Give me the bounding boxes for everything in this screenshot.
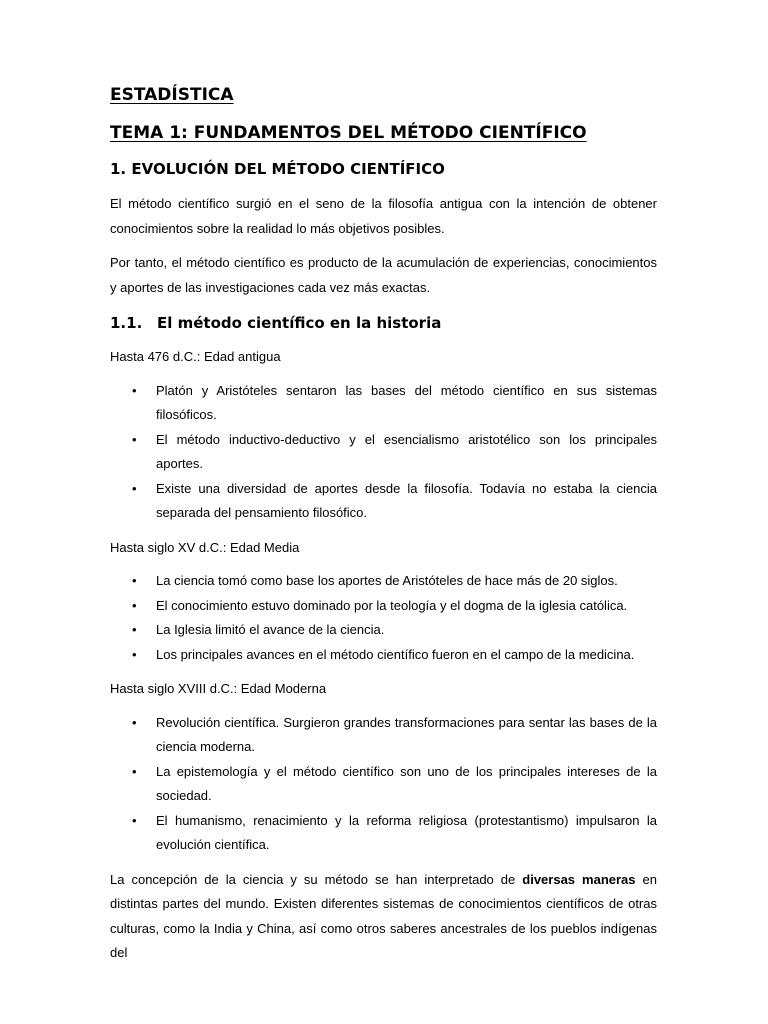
list-item-text: Los principales avances en el método científico fueron en el campo de la medicina. (156, 646, 635, 662)
list-item (110, 711, 657, 760)
closing-text-emphasis: diversas maneras (522, 871, 636, 887)
list-item-text: La ciencia tomó como base los aportes de Aristóteles de hace más de 20 siglos. (156, 573, 618, 588)
bullet-icon: • (132, 597, 137, 613)
bullet-icon: • (132, 573, 137, 588)
bullet-icon: • (132, 714, 137, 730)
list-item-text: Revolución científica. Surgieron grandes transformaciones para sentar las bases de la ciencia moderna. (156, 714, 657, 754)
subsection-title: El método científico en la historia (157, 314, 442, 332)
era-heading-modern: Hasta siglo XVIII d.C.: Edad Moderna (110, 681, 327, 696)
list-item (110, 569, 657, 594)
list-item (110, 477, 657, 526)
closing-paragraph (110, 868, 657, 966)
closing-text-end: en distintas partes del mundo. Existen diferentes sistemas de conocimientos científicos de otras culturas, como la India y China, así como otros saberes ancestrales de los pueblos indígenas del (110, 871, 658, 960)
bullet-icon: • (132, 382, 137, 398)
era-list-middle (110, 569, 657, 667)
list-item (110, 760, 657, 809)
bullet-icon: • (132, 763, 137, 779)
section-heading: 1. EVOLUCIÓN DEL MÉTODO CIENTÍFICO (110, 160, 445, 178)
bullet-icon: • (132, 646, 137, 662)
bullet-icon: • (132, 480, 137, 496)
era-heading-ancient: Hasta 476 d.C.: Edad antigua (110, 349, 281, 364)
list-item-text: El humanismo, renacimiento y la reforma religiosa (protestantismo) impulsaron la evolución científica. (156, 812, 657, 852)
era-heading-middle: Hasta siglo XV d.C.: Edad Media (110, 539, 300, 555)
intro-paragraph-1: El método científico surgió en el seno de la filosofía antigua con la intención de obtener conocimientos sobre la realidad lo más objetivos posibles. (110, 196, 657, 236)
list-item-text: La Iglesia limitó el avance de la ciencia. (156, 622, 385, 637)
list-item-text: El método inductivo-deductivo y el esencialismo aristotélico son los principales aportes. (156, 431, 657, 471)
list-item-text: Platón y Aristóteles sentaron las bases del método científico en sus sistemas filosóficos. (156, 382, 657, 422)
list-item-text: La epistemología y el método científico son uno de los principales intereses de la sociedad. (156, 763, 657, 803)
topic-title: TEMA 1: FUNDAMENTOS DEL MÉTODO CIENTÍFICO (110, 123, 587, 143)
bullet-icon: • (132, 431, 137, 447)
bullet-icon: • (132, 812, 137, 828)
document-title: ESTADÍSTICA (110, 85, 234, 105)
subsection-number: 1.1. (110, 314, 143, 332)
list-item (110, 428, 657, 477)
era-list-modern (110, 711, 657, 858)
era-list-ancient (110, 379, 657, 526)
list-item (110, 379, 657, 428)
closing-text-start: La concepción de la ciencia y su método se han interpretado de (110, 871, 523, 887)
list-item-text: El conocimiento estuvo dominado por la teología y el dogma de la iglesia católica. (156, 597, 628, 613)
subsection-heading (110, 311, 657, 335)
intro-paragraph-2: Por tanto, el método científico es producto de la acumulación de experiencias, conocimientos y aportes de las investigaciones cada vez más exactas. (110, 255, 657, 295)
document-page (110, 82, 657, 966)
bullet-icon: • (132, 622, 137, 637)
list-item (110, 618, 657, 643)
list-item-text: Existe una diversidad de aportes desde la filosofía. Todavía no estaba la ciencia separada del pensamiento filosófico. (156, 480, 657, 520)
list-item (110, 594, 657, 619)
list-item (110, 643, 657, 668)
list-item (110, 809, 657, 858)
